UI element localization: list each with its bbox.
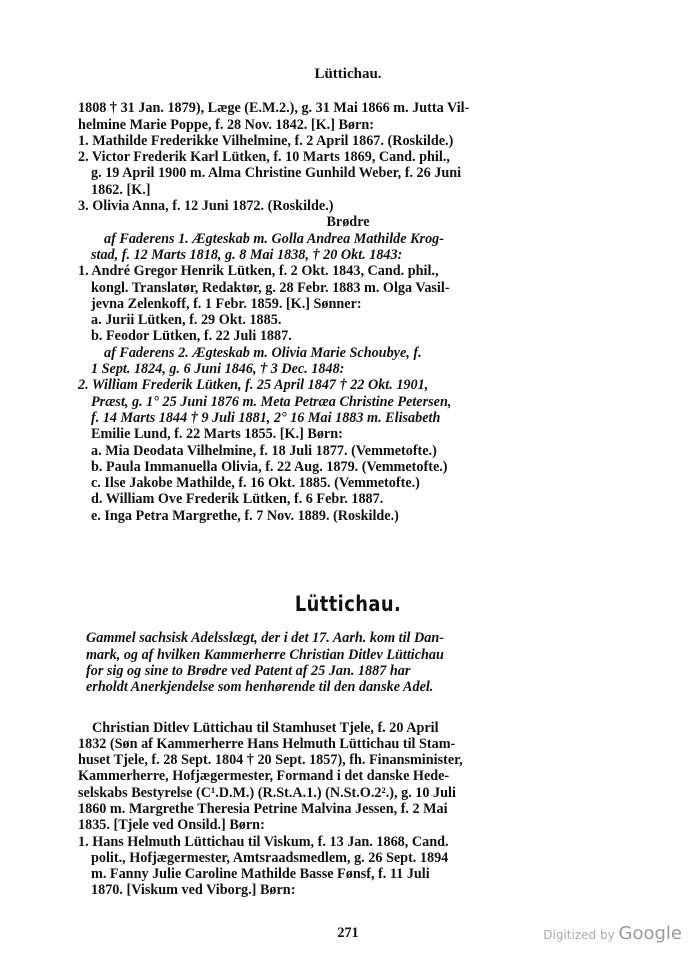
marriage-note: 1 Sept. 1824, g. 6 Juni 1846, † 3 Dec. 1848:	[91, 361, 345, 378]
page-number: 271	[337, 924, 359, 941]
intro-line: for sig og sine to Brødre ved Patent af 25 Jan. 1887 har	[86, 662, 411, 679]
intro-line: erholdt Anerkjendelse som henhørende til den danske Adel.	[86, 679, 434, 696]
text-line: kongl. Translatør, Redaktør, g. 28 Febr. 1883 m. Olga Vasil-	[91, 279, 450, 296]
family-section	[78, 100, 618, 524]
text-line: 1870. [Viskum ved Viborg.] Børn:	[91, 882, 296, 899]
family-entry	[78, 720, 618, 899]
child-entry: 1. Hans Helmuth Lüttichau til Viskum, f. 13 Jan. 1868, Cand.	[78, 833, 449, 850]
family-title: Lüttichau.	[294, 592, 402, 617]
child-entry: b. Paula Immanuella Olivia, f. 22 Aug. 1879. (Vemmetofte.)	[91, 458, 448, 475]
text-line: Præst, g. 1° 25 Juni 1876 m. Meta Petræa Christine Petersen,	[91, 393, 452, 410]
marriage-note: stad, f. 12 Marts 1818, g. 8 Mai 1838, † 20 Okt. 1843:	[91, 246, 403, 263]
child-entry: 3. Olivia Anna, f. 12 Juni 1872. (Roskilde.)	[78, 198, 334, 215]
google-logo: Google	[618, 922, 682, 944]
child-entry: d. William Ove Frederik Lütken, f. 6 Febr. 1887.	[91, 491, 384, 508]
head-entry: Christian Ditlev Lüttichau til Stamhuset Tjele, f. 20 April	[92, 719, 439, 736]
text-line: jevna Zelenkoff, f. 1 Febr. 1859. [K.] Sønner:	[91, 295, 362, 312]
text-line: 1860 m. Margrethe Theresia Petrine Malvina Jessen, f. 2 Mai	[78, 800, 448, 817]
marriage-note: af Faderens 2. Ægteskab m. Olivia Marie Schoubye, f.	[104, 344, 422, 361]
text-line: selskabs Bestyrelse (C¹.D.M.) (R.St.A.1.) (N.St.O.2².), g. 10 Juli	[78, 784, 456, 801]
book-page	[78, 66, 618, 941]
text-line: 1832 (Søn af Kammerherre Hans Helmuth Lüttichau til Stam-	[78, 735, 456, 752]
son-entry: b. Feodor Lütken, f. 22 Juli 1887.	[91, 328, 292, 345]
text-line: Emilie Lund, f. 22 Marts 1855. [K.] Børn:	[91, 426, 343, 443]
brother-entry: 1. André Gregor Henrik Lütken, f. 2 Okt. 1843, Cand. phil.,	[78, 263, 439, 280]
son-entry: a. Jurii Lütken, f. 29 Okt. 1885.	[91, 312, 282, 329]
brother-entry: 2. William Frederik Lütken, f. 25 April 1847 † 22 Okt. 1901,	[78, 377, 429, 394]
text-line: polit., Hofjægermester, Amtsraadsmedlem, g. 26 Sept. 1894	[91, 849, 449, 866]
text-line: huset Tjele, f. 28 Sept. 1804 † 20 Sept. 1857), fh. Finansminister,	[78, 752, 463, 769]
child-entry: 2. Victor Frederik Karl Lütken, f. 10 Marts 1869, Cand. phil.,	[78, 149, 450, 166]
text-line: 1835. [Tjele ved Onsild.] Børn:	[78, 817, 265, 834]
text-line: m. Fanny Julie Caroline Mathilde Basse Fønsf, f. 11 Juli	[91, 866, 430, 883]
google-watermark	[543, 922, 682, 944]
subheading-brodre: Brødre	[326, 214, 370, 231]
child-entry: a. Mia Deodata Vilhelmine, f. 18 Juli 1877. (Vemmetofte.)	[91, 442, 437, 459]
child-entry: e. Inga Petra Margrethe, f. 7 Nov. 1889. (Roskilde.)	[91, 507, 399, 524]
family-intro	[78, 630, 618, 695]
intro-line: mark, og af hvilken Kammerherre Christian Ditlev Lüttichau	[86, 646, 444, 663]
marriage-note: af Faderens 1. Ægteskab m. Golla Andrea Mathilde Krog-	[104, 230, 444, 247]
intro-line: Gammel sachsisk Adelsslægt, der i det 17. Aarh. kom til Dan-	[86, 630, 444, 647]
text-line: g. 19 April 1900 m. Alma Christine Gunhild Weber, f. 26 Juni	[91, 165, 462, 182]
child-entry: 1. Mathilde Frederikke Vilhelmine, f. 2 April 1867. (Roskilde.)	[78, 132, 454, 149]
text-line: Kammerherre, Hofjægermester, Formand i det danske Hede-	[78, 768, 450, 785]
watermark-prefix: Digitized by	[543, 927, 615, 942]
text-line: helmine Marie Poppe, f. 28 Nov. 1842. [K.] Børn:	[78, 116, 374, 133]
text-line: f. 14 Marts 1844 † 9 Juli 1881, 2° 16 Mai 1883 m. Elisabeth	[91, 409, 441, 426]
text-line: 1808 † 31 Jan. 1879), Læge (E.M.2.), g. 31 Mai 1866 m. Jutta Vil-	[78, 100, 470, 117]
running-header: Lüttichau.	[314, 66, 382, 82]
child-entry: c. Ilse Jakobe Mathilde, f. 16 Okt. 1885. (Vemmetofte.)	[91, 475, 420, 492]
text-line: 1862. [K.]	[91, 181, 151, 198]
